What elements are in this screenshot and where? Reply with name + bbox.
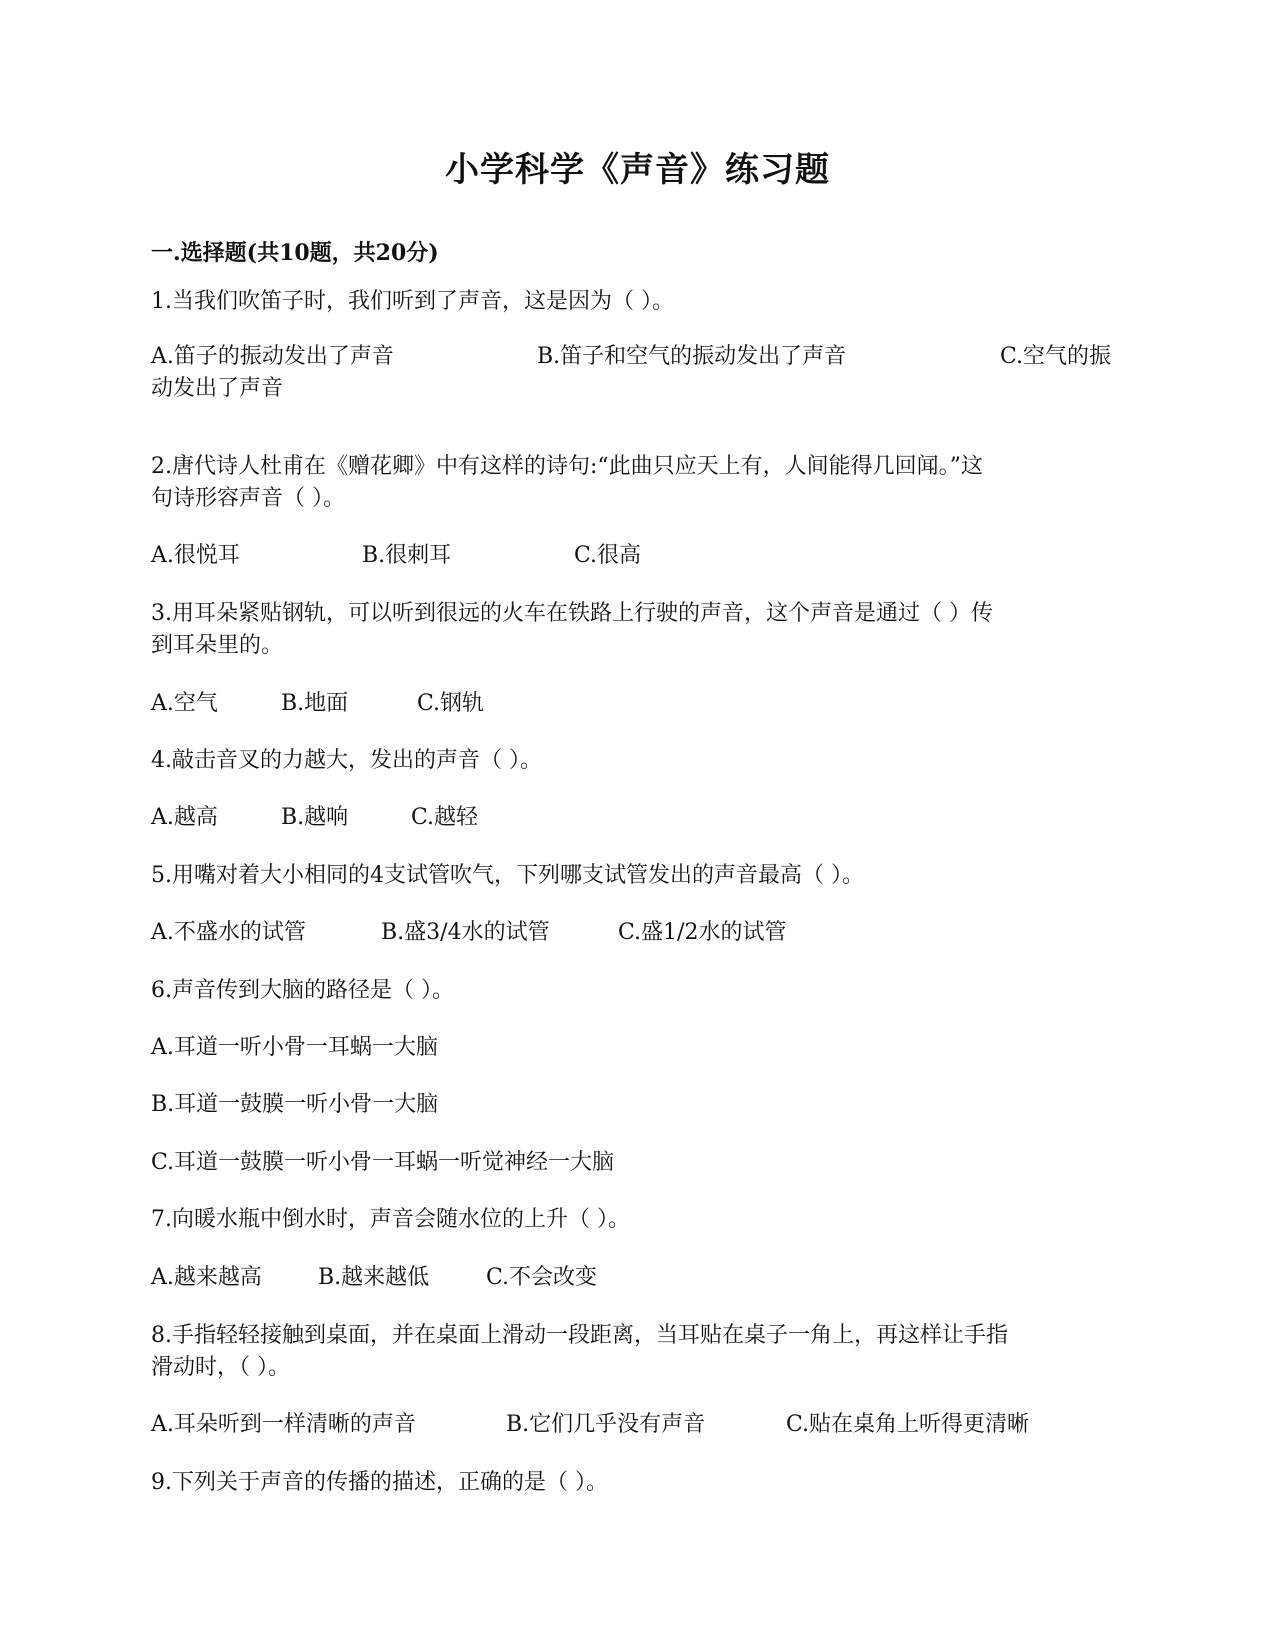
question-8-stem-line-2: 滑动时，（ ）。 (151, 1355, 290, 1380)
question-7-stem: 7.向暖水瓶中倒水时，声音会随水位的上升（ ）。 (151, 1207, 630, 1232)
question-6-option-b: B.耳道一鼓膜一听小骨一大脑 (151, 1092, 439, 1117)
question-8-stem-line-1: 8.手指轻轻接触到桌面，并在桌面上滑动一段距离，当耳贴在桌子一角上，再这样让手指 (151, 1323, 1008, 1348)
question-1-option-c: C.空气的振 (1000, 344, 1112, 369)
question-4-stem: 4.敲击音叉的力越大，发出的声音（ ）。 (151, 748, 542, 773)
question-5-option-b: B.盛3/4水的试管 (381, 920, 550, 945)
question-6-stem: 6.声音传到大脑的路径是（ ）。 (151, 978, 454, 1003)
question-1-option-b: B.笛子和空气的振动发出了声音 (537, 344, 847, 369)
question-2-option-b: B.很刺耳 (362, 543, 452, 568)
question-3-stem-line-2: 到耳朵里的。 (151, 633, 284, 658)
question-7-option-b: B.越来越低 (318, 1265, 430, 1290)
question-3-option-a: A.空气 (151, 691, 218, 716)
question-9-stem: 9.下列关于声音的传播的描述，正确的是（ ）。 (151, 1470, 608, 1495)
section-heading: 一.选择题(共10题，共20分) (151, 240, 439, 266)
page-title: 小学科学《声音》练习题 (445, 150, 830, 190)
question-1-stem: 1.当我们吹笛子时，我们听到了声音，这是因为（ ）。 (151, 289, 674, 314)
question-2-option-c: C.很高 (574, 543, 642, 568)
question-8-option-b: B.它们几乎没有声音 (506, 1412, 706, 1437)
question-8-option-c: C.贴在桌角上听得更清晰 (786, 1412, 1030, 1437)
question-4-option-a: A.越高 (151, 805, 218, 830)
question-3-stem-line-1: 3.用耳朵紧贴钢轨，可以听到很远的火车在铁路上行驶的声音，这个声音是通过（ ）传 (151, 601, 993, 626)
question-5-option-c: C.盛1/2水的试管 (618, 920, 787, 945)
question-1-option-c-continued: 动发出了声音 (151, 376, 284, 401)
question-6-option-c: C.耳道一鼓膜一听小骨一耳蜗一听觉神经一大脑 (151, 1150, 615, 1175)
question-1-option-a: A.笛子的振动发出了声音 (151, 344, 394, 369)
question-2-stem-line-2: 句诗形容声音（ ）。 (151, 486, 345, 511)
question-7-option-a: A.越来越高 (151, 1265, 262, 1290)
question-6-option-a: A.耳道一听小骨一耳蜗一大脑 (151, 1035, 438, 1060)
question-3-option-b: B.地面 (281, 691, 349, 716)
question-5-stem: 5.用嘴对着大小相同的4支试管吹气，下列哪支试管发出的声音最高（ ）。 (151, 863, 864, 888)
question-4-option-b: B.越响 (281, 805, 349, 830)
question-3-option-c: C.钢轨 (417, 691, 485, 716)
question-4-option-c: C.越轻 (411, 805, 479, 830)
question-2-option-a: A.很悦耳 (151, 543, 240, 568)
question-5-option-a: A.不盛水的试管 (151, 920, 306, 945)
question-2-stem-line-1: 2.唐代诗人杜甫在《赠花卿》中有这样的诗句:“此曲只应天上有，人间能得几回闻。”这 (151, 454, 983, 479)
question-7-option-c: C.不会改变 (486, 1265, 598, 1290)
question-8-option-a: A.耳朵听到一样清晰的声音 (151, 1412, 416, 1437)
